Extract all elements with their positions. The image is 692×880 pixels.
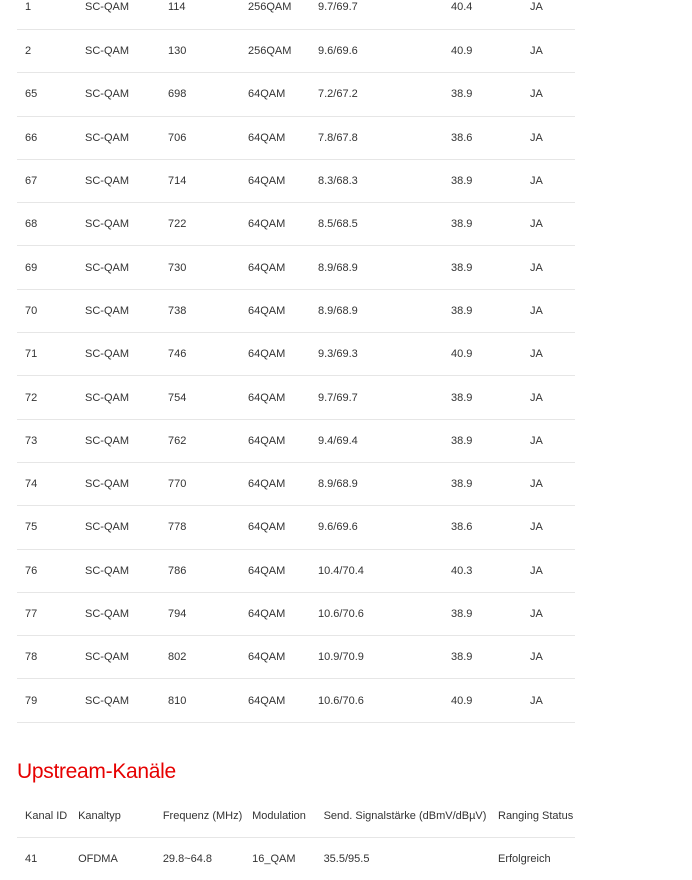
cell-frequenz: 722: [160, 203, 240, 246]
cell-frequenz: 114: [160, 0, 240, 30]
cell-locked: JA: [522, 679, 575, 722]
cell-kanaltyp: SC-QAM: [77, 506, 160, 549]
cell-power: 8.9/68.9: [310, 462, 443, 505]
cell-modulation: 64QAM: [240, 636, 310, 679]
cell-power: 8.9/68.9: [310, 246, 443, 289]
cell-locked: JA: [522, 289, 575, 332]
cell-locked: JA: [522, 592, 575, 635]
cell-kanaltyp: SC-QAM: [77, 549, 160, 592]
cell-snr: 38.9: [443, 289, 522, 332]
cell-locked: JA: [522, 636, 575, 679]
column-header-ranging-status: Ranging Status: [490, 795, 575, 838]
column-header-frequenz: Frequenz (MHz): [155, 795, 244, 838]
cell-locked: JA: [522, 246, 575, 289]
table-row: [17, 116, 575, 159]
cell-modulation: 16_QAM: [244, 838, 315, 880]
downstream-table-body: [17, 0, 575, 722]
cell-kanal-id: 79: [17, 679, 77, 722]
cell-power: 9.6/69.6: [310, 506, 443, 549]
cell-power: 9.4/69.4: [310, 419, 443, 462]
cell-kanal-id: 73: [17, 419, 77, 462]
table-row: [17, 838, 575, 880]
cell-frequenz: 802: [160, 636, 240, 679]
cell-kanaltyp: SC-QAM: [77, 462, 160, 505]
table-row: [17, 203, 575, 246]
cell-frequenz: 130: [160, 30, 240, 73]
cell-kanaltyp: SC-QAM: [77, 0, 160, 30]
cell-frequenz: 746: [160, 333, 240, 376]
cell-frequenz: 770: [160, 462, 240, 505]
cell-power: 8.9/68.9: [310, 289, 443, 332]
column-header-modulation: Modulation: [244, 795, 315, 838]
cell-kanal-id: 68: [17, 203, 77, 246]
cell-modulation: 64QAM: [240, 506, 310, 549]
cell-locked: JA: [522, 159, 575, 202]
cell-power: 8.3/68.3: [310, 159, 443, 202]
cell-modulation: 256QAM: [240, 30, 310, 73]
cell-frequenz: 778: [160, 506, 240, 549]
column-header-kanaltyp: Kanaltyp: [70, 795, 155, 838]
table-row: [17, 376, 575, 419]
cell-modulation: 64QAM: [240, 549, 310, 592]
cell-kanal-id: 69: [17, 246, 77, 289]
cell-snr: 38.9: [443, 636, 522, 679]
table-row: [17, 73, 575, 116]
cell-modulation: 256QAM: [240, 0, 310, 30]
upstream-section-title: Upstream-Kanäle: [17, 760, 176, 784]
table-row: [17, 592, 575, 635]
cell-kanal-id: 65: [17, 73, 77, 116]
cell-frequenz: 730: [160, 246, 240, 289]
cell-frequenz: 810: [160, 679, 240, 722]
cell-snr: 38.9: [443, 246, 522, 289]
cell-snr: 40.9: [443, 30, 522, 73]
table-row: [17, 549, 575, 592]
cell-snr: 38.9: [443, 592, 522, 635]
cell-snr: 38.9: [443, 462, 522, 505]
cell-locked: JA: [522, 376, 575, 419]
cell-kanaltyp: SC-QAM: [77, 592, 160, 635]
cell-frequenz: 762: [160, 419, 240, 462]
cell-kanaltyp: SC-QAM: [77, 203, 160, 246]
cell-locked: JA: [522, 203, 575, 246]
cell-kanaltyp: SC-QAM: [77, 73, 160, 116]
cell-modulation: 64QAM: [240, 289, 310, 332]
cell-power: 9.3/69.3: [310, 333, 443, 376]
cell-kanal-id: 41: [17, 838, 70, 880]
cell-snr: 40.4: [443, 0, 522, 30]
cell-kanaltyp: SC-QAM: [77, 246, 160, 289]
cell-power: 9.7/69.7: [310, 0, 443, 30]
column-header-signalstaerke: Send. Signalstärke (dBmV/dBµV): [316, 795, 490, 838]
cell-modulation: 64QAM: [240, 73, 310, 116]
cell-snr: 40.9: [443, 679, 522, 722]
cell-frequenz: 754: [160, 376, 240, 419]
cell-kanal-id: 71: [17, 333, 77, 376]
cell-locked: JA: [522, 462, 575, 505]
cell-power: 9.7/69.7: [310, 376, 443, 419]
cell-snr: 40.9: [443, 333, 522, 376]
table-row: [17, 419, 575, 462]
cell-signalstaerke: 35.5/95.5: [316, 838, 490, 880]
cell-power: 10.4/70.4: [310, 549, 443, 592]
cell-snr: 38.9: [443, 419, 522, 462]
cell-kanaltyp: SC-QAM: [77, 159, 160, 202]
table-row: [17, 246, 575, 289]
cell-kanaltyp: SC-QAM: [77, 333, 160, 376]
table-row: [17, 159, 575, 202]
cell-modulation: 64QAM: [240, 116, 310, 159]
cell-power: 8.5/68.5: [310, 203, 443, 246]
cell-frequenz: 786: [160, 549, 240, 592]
cell-power: 9.6/69.6: [310, 30, 443, 73]
cell-locked: JA: [522, 116, 575, 159]
cell-frequenz: 29.8~64.8: [155, 838, 244, 880]
table-row: [17, 289, 575, 332]
column-header-kanal-id: Kanal ID: [17, 795, 70, 838]
table-row: [17, 333, 575, 376]
cell-kanaltyp: SC-QAM: [77, 636, 160, 679]
cell-locked: JA: [522, 0, 575, 30]
cell-kanal-id: 78: [17, 636, 77, 679]
cell-modulation: 64QAM: [240, 419, 310, 462]
cell-kanal-id: 2: [17, 30, 77, 73]
cell-kanaltyp: SC-QAM: [77, 116, 160, 159]
downstream-channel-table: [17, 0, 575, 723]
table-row: [17, 0, 575, 30]
cell-modulation: 64QAM: [240, 333, 310, 376]
cell-kanaltyp: SC-QAM: [77, 679, 160, 722]
cell-snr: 38.9: [443, 73, 522, 116]
cell-kanaltyp: SC-QAM: [77, 289, 160, 332]
cell-kanal-id: 66: [17, 116, 77, 159]
cell-kanal-id: 1: [17, 0, 77, 30]
cell-snr: 38.9: [443, 159, 522, 202]
upstream-header-row: [17, 795, 575, 838]
cell-kanaltyp: SC-QAM: [77, 419, 160, 462]
cell-locked: JA: [522, 549, 575, 592]
table-row: [17, 30, 575, 73]
cell-modulation: 64QAM: [240, 376, 310, 419]
cell-modulation: 64QAM: [240, 203, 310, 246]
cell-snr: 38.9: [443, 203, 522, 246]
cell-modulation: 64QAM: [240, 462, 310, 505]
cell-power: 10.6/70.6: [310, 592, 443, 635]
cell-modulation: 64QAM: [240, 159, 310, 202]
cell-locked: JA: [522, 30, 575, 73]
cell-modulation: 64QAM: [240, 679, 310, 722]
cell-frequenz: 714: [160, 159, 240, 202]
cell-kanal-id: 67: [17, 159, 77, 202]
cell-frequenz: 698: [160, 73, 240, 116]
cell-locked: JA: [522, 333, 575, 376]
cell-power: 7.2/67.2: [310, 73, 443, 116]
table-row: [17, 679, 575, 722]
table-row: [17, 636, 575, 679]
cell-snr: 38.6: [443, 506, 522, 549]
cell-snr: 38.9: [443, 376, 522, 419]
cell-frequenz: 706: [160, 116, 240, 159]
cell-modulation: 64QAM: [240, 592, 310, 635]
cell-locked: JA: [522, 419, 575, 462]
cell-locked: JA: [522, 73, 575, 116]
cell-kanal-id: 72: [17, 376, 77, 419]
cell-power: 10.6/70.6: [310, 679, 443, 722]
cell-kanal-id: 77: [17, 592, 77, 635]
cell-snr: 38.6: [443, 116, 522, 159]
cell-kanal-id: 74: [17, 462, 77, 505]
cell-modulation: 64QAM: [240, 246, 310, 289]
upstream-channel-table: [17, 795, 575, 880]
cell-kanal-id: 70: [17, 289, 77, 332]
cell-power: 7.8/67.8: [310, 116, 443, 159]
cell-ranging-status: Erfolgreich: [490, 838, 575, 880]
cell-locked: JA: [522, 506, 575, 549]
cell-kanal-id: 76: [17, 549, 77, 592]
cell-kanal-id: 75: [17, 506, 77, 549]
table-row: [17, 462, 575, 505]
cell-frequenz: 738: [160, 289, 240, 332]
cell-kanaltyp: OFDMA: [70, 838, 155, 880]
cell-power: 10.9/70.9: [310, 636, 443, 679]
cell-frequenz: 794: [160, 592, 240, 635]
cell-snr: 40.3: [443, 549, 522, 592]
cell-kanaltyp: SC-QAM: [77, 376, 160, 419]
table-row: [17, 506, 575, 549]
cell-kanaltyp: SC-QAM: [77, 30, 160, 73]
